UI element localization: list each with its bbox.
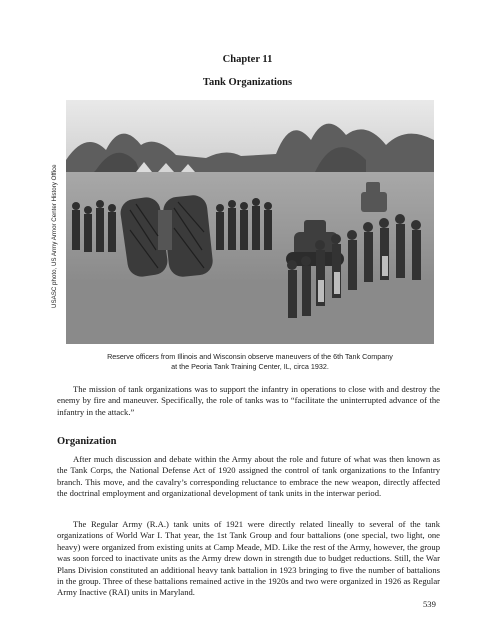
body-paragraph: After much discussion and debate within the Army about the role and future of what was then known as the Tank Corps, the National Defense Act of 1920 assigned the control of tank organizations to the Infantry branch. This move, and the cavalry’s corresponding reluctance to embrace the new weapon, directly affected the doctrinal employment and organizational development of tank units in the interwar period. <box>57 454 440 499</box>
page-number: 539 <box>423 599 436 609</box>
body-paragraph: The Regular Army (R.A.) tank units of 1921 were directly related lineally to several of the tank organizations of World War I. That year, the 1st Tank Group and four battalions (one special, two light, one heavy) were organized from existing units at Camp Meade, MD. Like the rest of the Army, however, the group was soon forced to inactivate units as the Army drew down in strength due to budget reductions. Still, the War Plans Division constituted an additional heavy tank battalion in 1923 bringing to five the number of battalions in the group. Three of these battalions remained active in the 1920s and two were organized in 1926 as Regular Army Inactive (RAI) units in Maryland. <box>57 519 440 598</box>
figure-caption-line-1: Reserve officers from Illinois and Wisconsin observe maneuvers of the 6th Tank Company <box>107 352 393 361</box>
photo-credit: USASC photo, US Army Armor Center History Office <box>51 164 58 308</box>
figure-caption-line-2: at the Peoria Tank Training Center, IL, circa 1932. <box>171 362 329 371</box>
historical-photo <box>66 100 434 344</box>
intro-paragraph: The mission of tank organizations was to support the infantry in operations to close with and destroy the enemy by fire and maneuver. Specifically, the role of tanks was to “facilitate the uninterrupted advance of the infantry in the attack.” <box>57 384 440 417</box>
chapter-number: Chapter 11 <box>222 54 273 65</box>
photo-illustration <box>66 100 434 344</box>
section-heading: Organization <box>57 436 117 447</box>
chapter-title: Tank Organizations <box>202 77 293 88</box>
